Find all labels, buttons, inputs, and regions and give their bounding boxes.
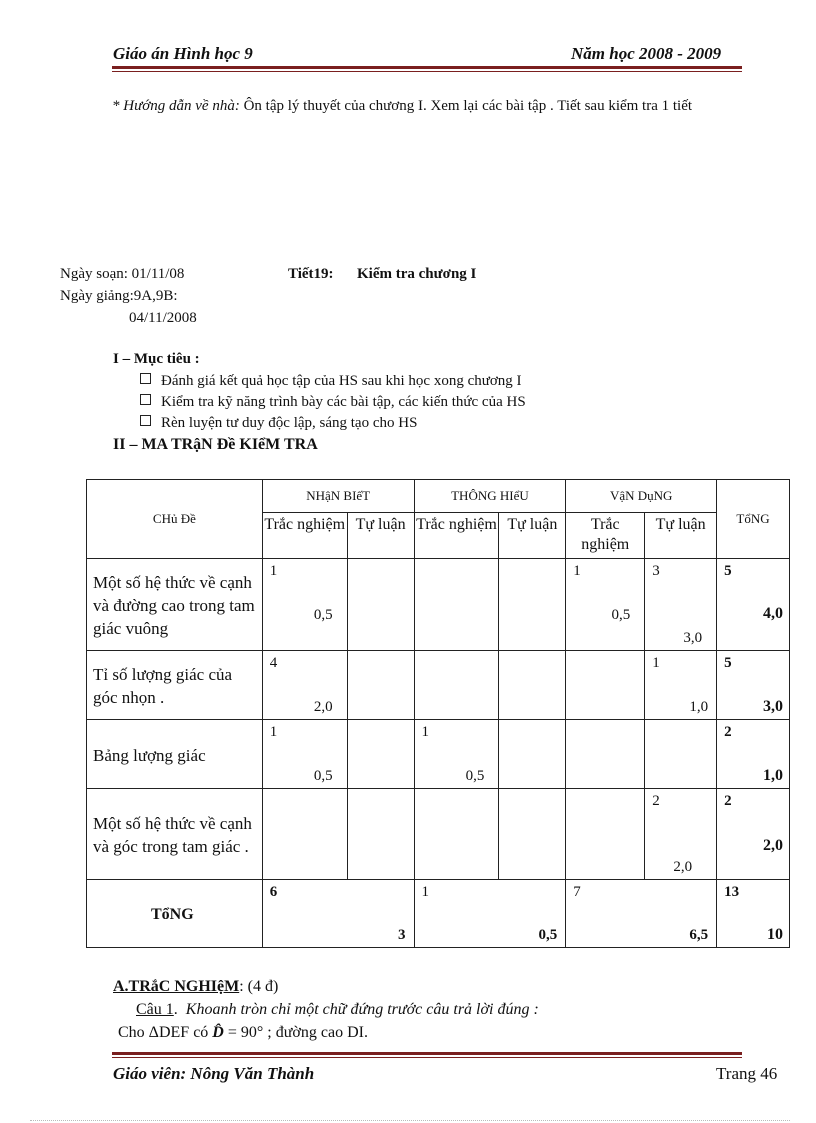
topic-header: CHủ Đề (87, 480, 263, 559)
matrix-cell (414, 789, 499, 880)
footer-teacher: Giáo viên: Nông Văn Thành (113, 1064, 315, 1083)
matrix-heading: II – MA TRậN Đề KIểM TRA (113, 436, 318, 453)
total-group-cell: 7 6,5 (566, 880, 717, 948)
matrix-cell (499, 720, 566, 789)
date-taught: Ngày giảng:9A,9B: (60, 288, 178, 304)
objective-item: Rèn luyện tư duy độc lập, sáng tạo cho HS (140, 413, 417, 434)
group-header: THÔNG HIểU (414, 480, 566, 513)
total-cell: 2 2,0 (717, 789, 790, 880)
matrix-cell (347, 651, 414, 720)
sub-header-trac: Trắc nghiệm (414, 513, 499, 559)
matrix-cell (566, 789, 645, 880)
total-header: TổNG (717, 480, 790, 559)
exam-matrix-table (86, 479, 790, 948)
total-row-label: TổNG (87, 880, 263, 948)
matrix-cell (499, 789, 566, 880)
matrix-cell (414, 559, 499, 651)
matrix-cell (262, 789, 347, 880)
header-left: Giáo án Hình học 9 (113, 44, 253, 63)
total-group-cell: 1 0,5 (414, 880, 566, 948)
objectives-heading: I – Mục tiêu : (113, 351, 200, 367)
homework-note (112, 96, 742, 117)
section-a-suffix: : (4 đ) (239, 978, 279, 995)
group-header: NHậN BIếT (262, 480, 414, 513)
homework-text: Ôn tập lý thuyết của chương I. Xem lại các bài tập . Tiết sau kiểm tra 1 tiết (239, 98, 693, 114)
topic-cell: Một số hệ thức về cạnh và góc trong tam giác . (87, 789, 263, 880)
matrix-cell: 3 3,0 (645, 559, 717, 651)
section-a-heading (113, 978, 278, 996)
matrix-cell (566, 720, 645, 789)
angle-symbol: D̂ (212, 1024, 224, 1041)
matrix-cell (499, 651, 566, 720)
header-rule (112, 66, 742, 72)
section-a-title: A.TRắC NGHIệM (113, 978, 240, 995)
sub-header-tu: Tự luận (499, 513, 566, 559)
checkbox-bullet-icon (140, 373, 151, 384)
matrix-cell: 1 0,5 (414, 720, 499, 789)
topic-cell: Bảng lượng giác (87, 720, 263, 789)
matrix-cell (347, 720, 414, 789)
sub-header-tu: Tự luận (347, 513, 414, 559)
total-row (87, 880, 790, 948)
page-edge-divider (30, 1120, 790, 1121)
topic-cell: Một số hệ thức về cạnh và đường cao trong tam giác vuông (87, 559, 263, 651)
sub-header-tu: Tự luận (645, 513, 717, 559)
footer-page-number: Trang 46 (716, 1064, 778, 1083)
lesson-title: Kiểm tra chương I (357, 266, 477, 282)
date-taught-value: 04/11/2008 (129, 310, 197, 326)
header-right: Năm học 2008 - 2009 (571, 44, 722, 63)
total-cell: 2 1,0 (717, 720, 790, 789)
matrix-cell (499, 559, 566, 651)
question-1: Câu 1. Khoanh tròn chỉ một chữ đứng trước câu trả lời đúng : (136, 1001, 539, 1018)
objective-item: Đánh giá kết quả học tập của HS sau khi học xong chương I (140, 371, 522, 392)
grand-total-cell: 13 10 (717, 880, 790, 948)
sub-header-trac: Trắc nghiệm (566, 513, 645, 559)
matrix-cell (414, 651, 499, 720)
date-prepared: Ngày soạn: 01/11/08 (60, 266, 185, 282)
sub-header-trac: Trắc nghiệm (262, 513, 347, 559)
matrix-cell (566, 651, 645, 720)
matrix-cell: 1 1,0 (645, 651, 717, 720)
matrix-cell: 1 0,5 (262, 720, 347, 789)
total-group-cell: 6 3 (262, 880, 414, 948)
table-row (87, 651, 790, 720)
question-label: Câu 1 (136, 1001, 174, 1018)
footer-rule (112, 1052, 742, 1058)
matrix-cell: 4 2,0 (262, 651, 347, 720)
homework-label: * Hướng dẫn về nhà: (112, 98, 240, 114)
table-row (87, 559, 790, 651)
lesson-period: Tiết19: (288, 266, 334, 282)
topic-cell: Tỉ số lượng giác của góc nhọn . (87, 651, 263, 720)
question-instruction: Khoanh tròn chỉ một chữ đứng trước câu trả lời đúng : (185, 1001, 539, 1018)
checkbox-bullet-icon (140, 415, 151, 426)
table-row (87, 720, 790, 789)
matrix-cell: 1 0,5 (566, 559, 645, 651)
matrix-cell (645, 720, 717, 789)
total-cell: 5 3,0 (717, 651, 790, 720)
matrix-cell (347, 559, 414, 651)
given-statement: Cho ΔDEF có D̂ = 90° ; đường cao DI. (118, 1024, 368, 1041)
objective-item: Kiểm tra kỹ năng trình bày các bài tập, các kiến thức của HS (140, 392, 526, 413)
matrix-cell (347, 789, 414, 880)
checkbox-bullet-icon (140, 394, 151, 405)
table-row (87, 789, 790, 880)
matrix-cell: 2 2,0 (645, 789, 717, 880)
total-cell: 5 4,0 (717, 559, 790, 651)
group-header: VậN DụNG (566, 480, 717, 513)
matrix-cell: 1 0,5 (262, 559, 347, 651)
